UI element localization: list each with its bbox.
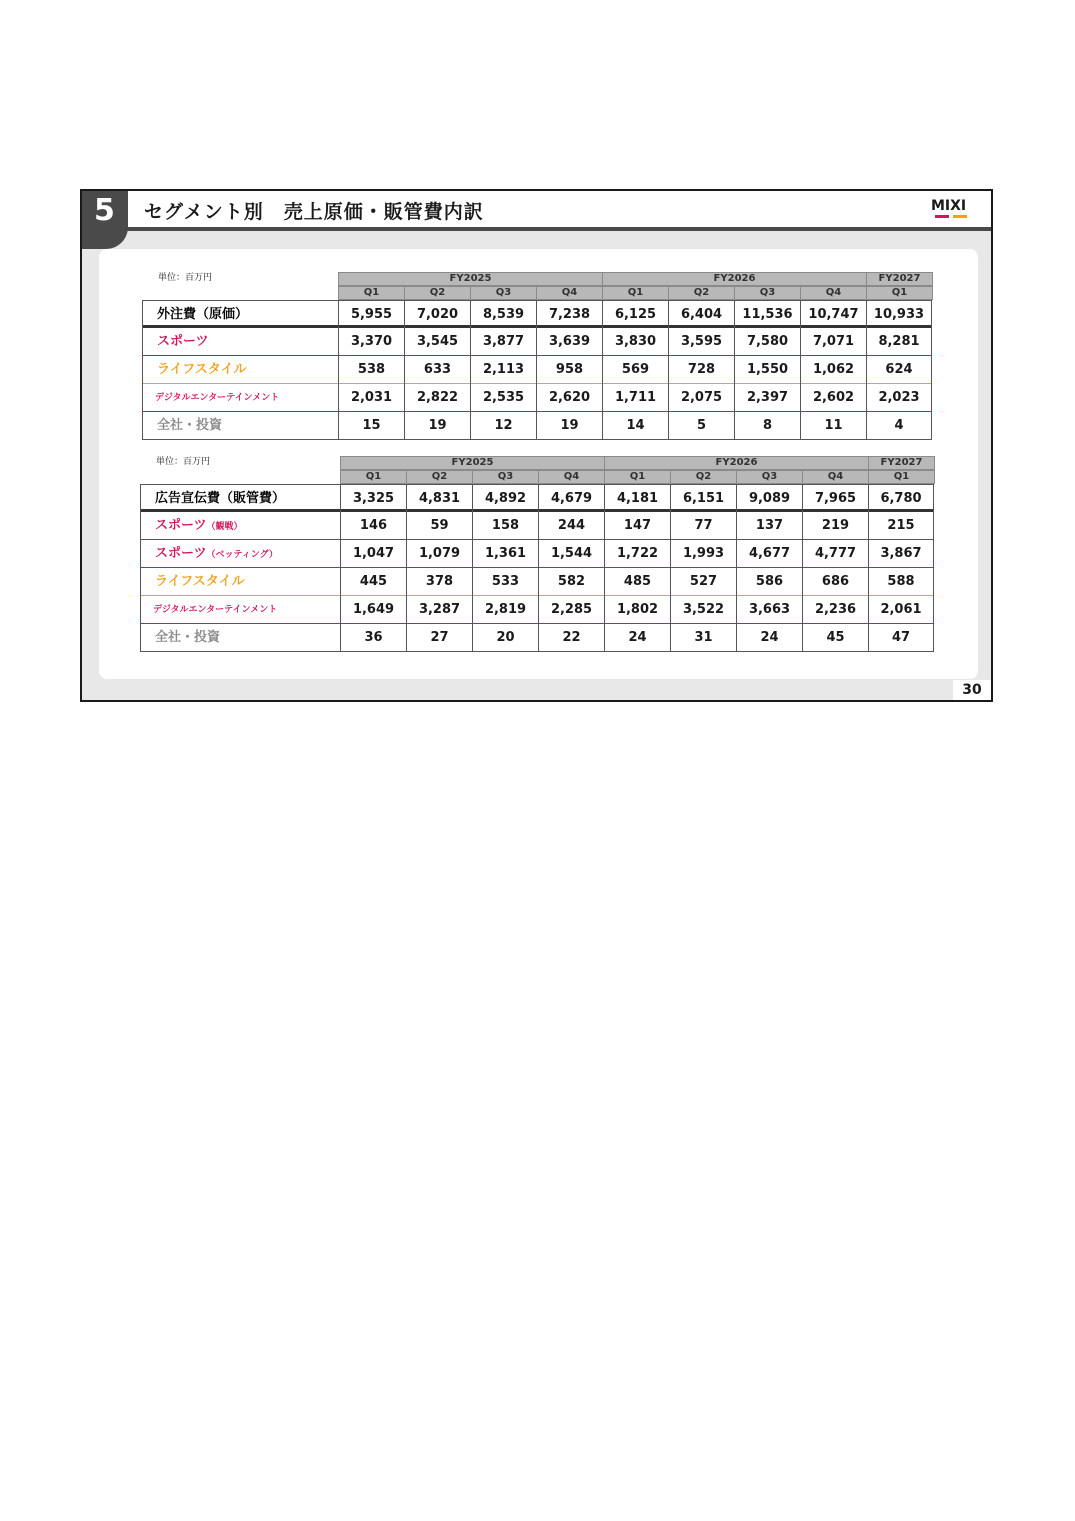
value-cell: 3,639 — [536, 328, 602, 356]
table-row — [140, 484, 934, 512]
value-cell: 3,830 — [602, 328, 668, 356]
value-cell: 7,020 — [404, 301, 470, 329]
quarter-header: Q1 — [602, 286, 669, 300]
header-underline — [82, 227, 991, 231]
value-cell: 2,285 — [538, 596, 604, 624]
row-label — [142, 328, 338, 356]
row-label — [142, 301, 338, 329]
value-cell: 3,877 — [470, 328, 536, 356]
value-cell: 6,151 — [670, 485, 736, 513]
value-cell: 2,061 — [868, 596, 934, 624]
fiscal-year-header: FY2025 — [340, 456, 605, 470]
section-number: 5 — [94, 193, 115, 228]
row-label-text: 広告宣伝費（販管費） — [155, 491, 286, 506]
row-label — [140, 596, 340, 624]
value-cell: 4,831 — [406, 485, 472, 513]
value-cell: 2,023 — [866, 384, 932, 412]
value-cell: 31 — [670, 624, 736, 652]
value-cell: 2,535 — [470, 384, 536, 412]
value-cell: 45 — [802, 624, 868, 652]
value-cell: 5 — [668, 412, 734, 440]
value-cell: 36 — [340, 624, 406, 652]
quarter-header: Q1 — [866, 286, 933, 300]
row-label-text: 全社・投資 — [157, 418, 223, 433]
row-label — [142, 356, 338, 384]
table-row — [142, 412, 932, 440]
value-cell: 7,965 — [802, 485, 868, 513]
quarter-header: Q1 — [868, 470, 935, 484]
row-label-text: 全社・投資 — [155, 630, 221, 645]
row-label-sub: （ベッティング） — [206, 550, 278, 560]
value-cell: 19 — [404, 412, 470, 440]
value-cell: 538 — [338, 356, 404, 384]
value-cell: 2,819 — [472, 596, 538, 624]
quarter-header: Q2 — [406, 470, 473, 484]
value-cell: 8 — [734, 412, 800, 440]
value-cell: 24 — [736, 624, 802, 652]
quarter-header: Q3 — [736, 470, 803, 484]
value-cell: 582 — [538, 568, 604, 596]
quarter-header: Q4 — [800, 286, 867, 300]
value-cell: 958 — [536, 356, 602, 384]
unit-label: 単位：百万円 — [158, 273, 213, 283]
value-cell: 22 — [538, 624, 604, 652]
value-cell: 4,677 — [736, 540, 802, 568]
value-cell: 77 — [670, 512, 736, 540]
table-row — [142, 356, 932, 384]
fiscal-year-header: FY2027 — [866, 272, 933, 286]
value-cell: 3,370 — [338, 328, 404, 356]
value-cell: 158 — [472, 512, 538, 540]
value-cell: 219 — [802, 512, 868, 540]
quarter-header: Q1 — [340, 470, 407, 484]
row-label-text: スポーツ — [155, 518, 207, 533]
value-cell: 2,031 — [338, 384, 404, 412]
value-cell: 2,602 — [800, 384, 866, 412]
fiscal-year-header: FY2026 — [602, 272, 867, 286]
quarter-header: Q3 — [734, 286, 801, 300]
value-cell: 147 — [604, 512, 670, 540]
value-cell: 10,933 — [866, 301, 932, 329]
value-cell: 1,550 — [734, 356, 800, 384]
value-cell: 8,539 — [470, 301, 536, 329]
value-cell: 19 — [536, 412, 602, 440]
section-tab — [82, 191, 128, 249]
value-cell: 10,747 — [800, 301, 866, 329]
row-label — [140, 568, 340, 596]
row-label-text: 外注費（原価） — [157, 307, 249, 322]
page-number: 30 — [953, 680, 991, 700]
value-cell: 7,580 — [734, 328, 800, 356]
content-panel — [99, 249, 978, 679]
logo-bars — [935, 215, 969, 218]
page-title: セグメント別 売上原価・販管費内訳 — [144, 201, 484, 223]
value-cell: 3,867 — [868, 540, 934, 568]
value-cell: 445 — [340, 568, 406, 596]
logo-bar-pink — [935, 215, 949, 218]
value-cell: 6,404 — [668, 301, 734, 329]
value-cell: 1,649 — [340, 596, 406, 624]
row-label-text: デジタルエンターテインメント — [153, 605, 278, 615]
quarter-header: Q2 — [668, 286, 735, 300]
row-label-sub: （観戦） — [206, 522, 243, 532]
quarter-header: Q1 — [338, 286, 405, 300]
row-label-text: ライフスタイル — [155, 574, 245, 589]
value-cell: 27 — [406, 624, 472, 652]
value-cell: 378 — [406, 568, 472, 596]
value-cell: 15 — [338, 412, 404, 440]
value-cell: 215 — [868, 512, 934, 540]
value-cell: 4,181 — [604, 485, 670, 513]
value-cell: 588 — [868, 568, 934, 596]
row-label — [140, 624, 340, 652]
row-label-text: スポーツ — [157, 334, 209, 349]
fiscal-year-header: FY2026 — [604, 456, 869, 470]
row-label-text: スポーツ — [155, 546, 207, 561]
value-cell: 1,079 — [406, 540, 472, 568]
unit-label: 単位：百万円 — [156, 457, 211, 467]
value-cell: 12 — [470, 412, 536, 440]
table-row — [140, 568, 934, 596]
value-cell: 4,777 — [802, 540, 868, 568]
value-cell: 3,522 — [670, 596, 736, 624]
value-cell: 9,089 — [736, 485, 802, 513]
value-cell: 4,679 — [538, 485, 604, 513]
row-label — [140, 485, 340, 513]
value-cell: 1,802 — [604, 596, 670, 624]
table-row — [140, 540, 934, 568]
value-cell: 1,361 — [472, 540, 538, 568]
quarter-header: Q4 — [802, 470, 869, 484]
value-cell: 14 — [602, 412, 668, 440]
row-label-text: デジタルエンターテインメント — [155, 393, 280, 403]
quarter-header: Q1 — [604, 470, 671, 484]
value-cell: 3,287 — [406, 596, 472, 624]
value-cell: 11 — [800, 412, 866, 440]
value-cell: 2,620 — [536, 384, 602, 412]
value-cell: 586 — [736, 568, 802, 596]
value-cell: 24 — [604, 624, 670, 652]
row-label-text: ライフスタイル — [157, 362, 247, 377]
table-row — [140, 624, 934, 652]
value-cell: 527 — [670, 568, 736, 596]
value-cell: 1,711 — [602, 384, 668, 412]
value-cell: 633 — [404, 356, 470, 384]
value-cell: 47 — [868, 624, 934, 652]
quarter-header: Q3 — [470, 286, 537, 300]
value-cell: 1,722 — [604, 540, 670, 568]
value-cell: 533 — [472, 568, 538, 596]
quarter-header: Q3 — [472, 470, 539, 484]
value-cell: 3,545 — [404, 328, 470, 356]
value-cell: 2,236 — [802, 596, 868, 624]
value-cell: 6,125 — [602, 301, 668, 329]
slide — [80, 189, 993, 702]
value-cell: 4,892 — [472, 485, 538, 513]
quarter-header: Q4 — [536, 286, 603, 300]
value-cell: 7,071 — [800, 328, 866, 356]
value-cell: 5,955 — [338, 301, 404, 329]
value-cell: 1,062 — [800, 356, 866, 384]
value-cell: 1,544 — [538, 540, 604, 568]
quarter-header: Q2 — [404, 286, 471, 300]
value-cell: 59 — [406, 512, 472, 540]
value-cell: 1,047 — [340, 540, 406, 568]
logo-text: MIXI — [931, 198, 967, 214]
value-cell: 485 — [604, 568, 670, 596]
value-cell: 7,238 — [536, 301, 602, 329]
quarter-header: Q4 — [538, 470, 605, 484]
value-cell: 6,780 — [868, 485, 934, 513]
row-label — [140, 512, 340, 540]
value-cell: 2,822 — [404, 384, 470, 412]
row-label — [140, 540, 340, 568]
value-cell: 686 — [802, 568, 868, 596]
quarter-header: Q2 — [670, 470, 737, 484]
value-cell: 8,281 — [866, 328, 932, 356]
value-cell: 20 — [472, 624, 538, 652]
row-label — [142, 412, 338, 440]
table-row — [140, 512, 934, 540]
table-row — [142, 300, 932, 328]
table-row — [142, 384, 932, 412]
fiscal-year-header: FY2027 — [868, 456, 935, 470]
mixi-logo — [931, 199, 973, 221]
logo-bar-orange — [953, 215, 967, 218]
table-row — [140, 596, 934, 624]
value-cell: 137 — [736, 512, 802, 540]
value-cell: 3,663 — [736, 596, 802, 624]
value-cell: 728 — [668, 356, 734, 384]
value-cell: 4 — [866, 412, 932, 440]
value-cell: 624 — [866, 356, 932, 384]
value-cell: 2,075 — [668, 384, 734, 412]
value-cell: 146 — [340, 512, 406, 540]
table-row — [142, 328, 932, 356]
fiscal-year-header: FY2025 — [338, 272, 603, 286]
value-cell: 244 — [538, 512, 604, 540]
value-cell: 3,325 — [340, 485, 406, 513]
value-cell: 2,113 — [470, 356, 536, 384]
value-cell: 2,397 — [734, 384, 800, 412]
value-cell: 569 — [602, 356, 668, 384]
value-cell: 1,993 — [670, 540, 736, 568]
value-cell: 3,595 — [668, 328, 734, 356]
row-label — [142, 384, 338, 412]
value-cell: 11,536 — [734, 301, 800, 329]
